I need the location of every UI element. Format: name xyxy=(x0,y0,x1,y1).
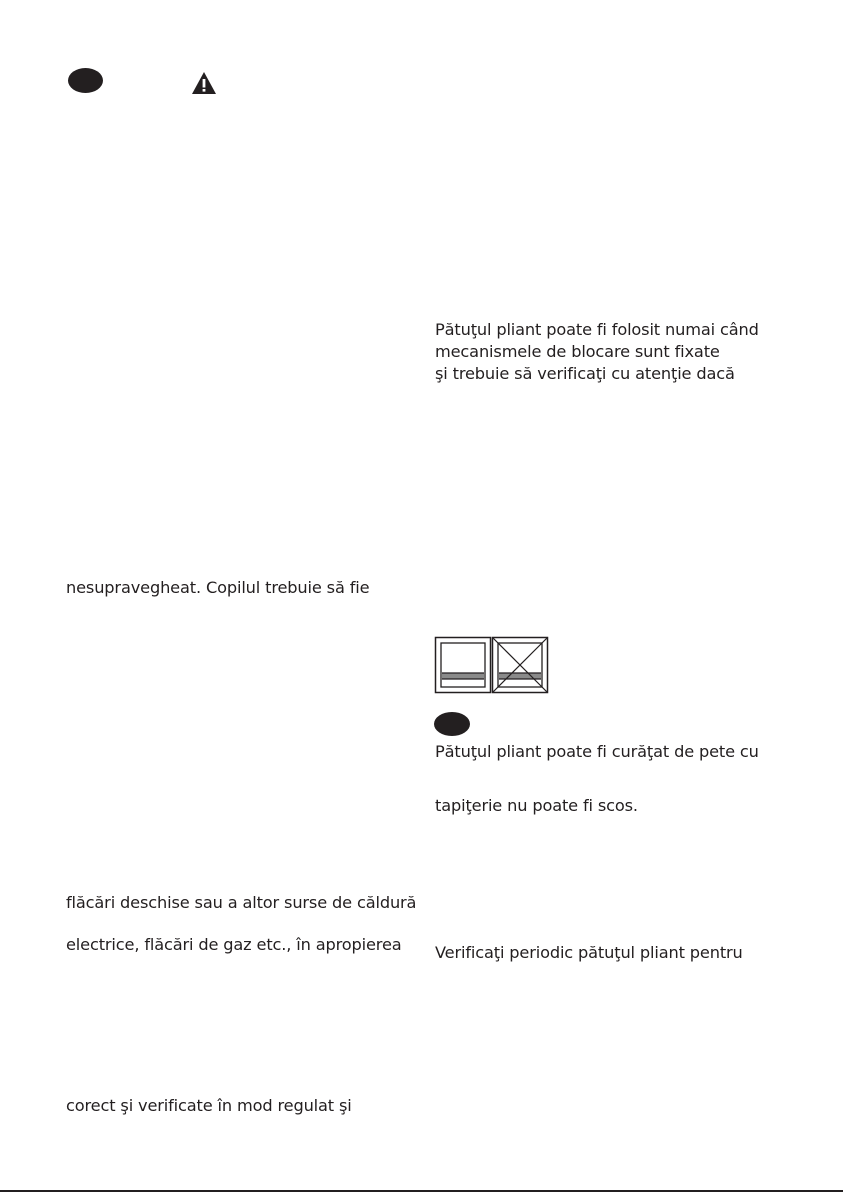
left-line4: corect şi verificate în mod regulat şi xyxy=(66,1096,352,1115)
left-line1: nesupravegheat. Copilul trebuie să fie xyxy=(66,578,370,597)
tumble-dry-not-allowed-icon xyxy=(493,638,548,693)
care-line2: tapiţerie nu poate fi scos. xyxy=(435,796,638,815)
right-para1-line3: şi trebuie să verificaţi cu atenţie dacă xyxy=(435,364,735,383)
language-badge xyxy=(68,68,103,93)
left-line2: flăcări deschise sau a altor surse de căldură xyxy=(66,893,417,912)
warning-triangle-icon xyxy=(191,71,217,95)
left-line3: electrice, flăcări de gaz etc., în apropierea xyxy=(66,935,402,954)
care-symbols xyxy=(434,636,549,694)
care-line1: Pătuţul pliant poate fi curăţat de pete cu xyxy=(435,742,759,761)
right-para1-line1: Pătuţul pliant poate fi folosit numai când xyxy=(435,320,759,339)
right-para1-line2: mecanismele de blocare sunt fixate xyxy=(435,342,720,361)
dry-cleaning-not-allowed-icon xyxy=(436,638,491,693)
section-badge xyxy=(434,712,470,736)
check-line: Verificaţi periodic pătuţul pliant pentru xyxy=(435,943,743,962)
